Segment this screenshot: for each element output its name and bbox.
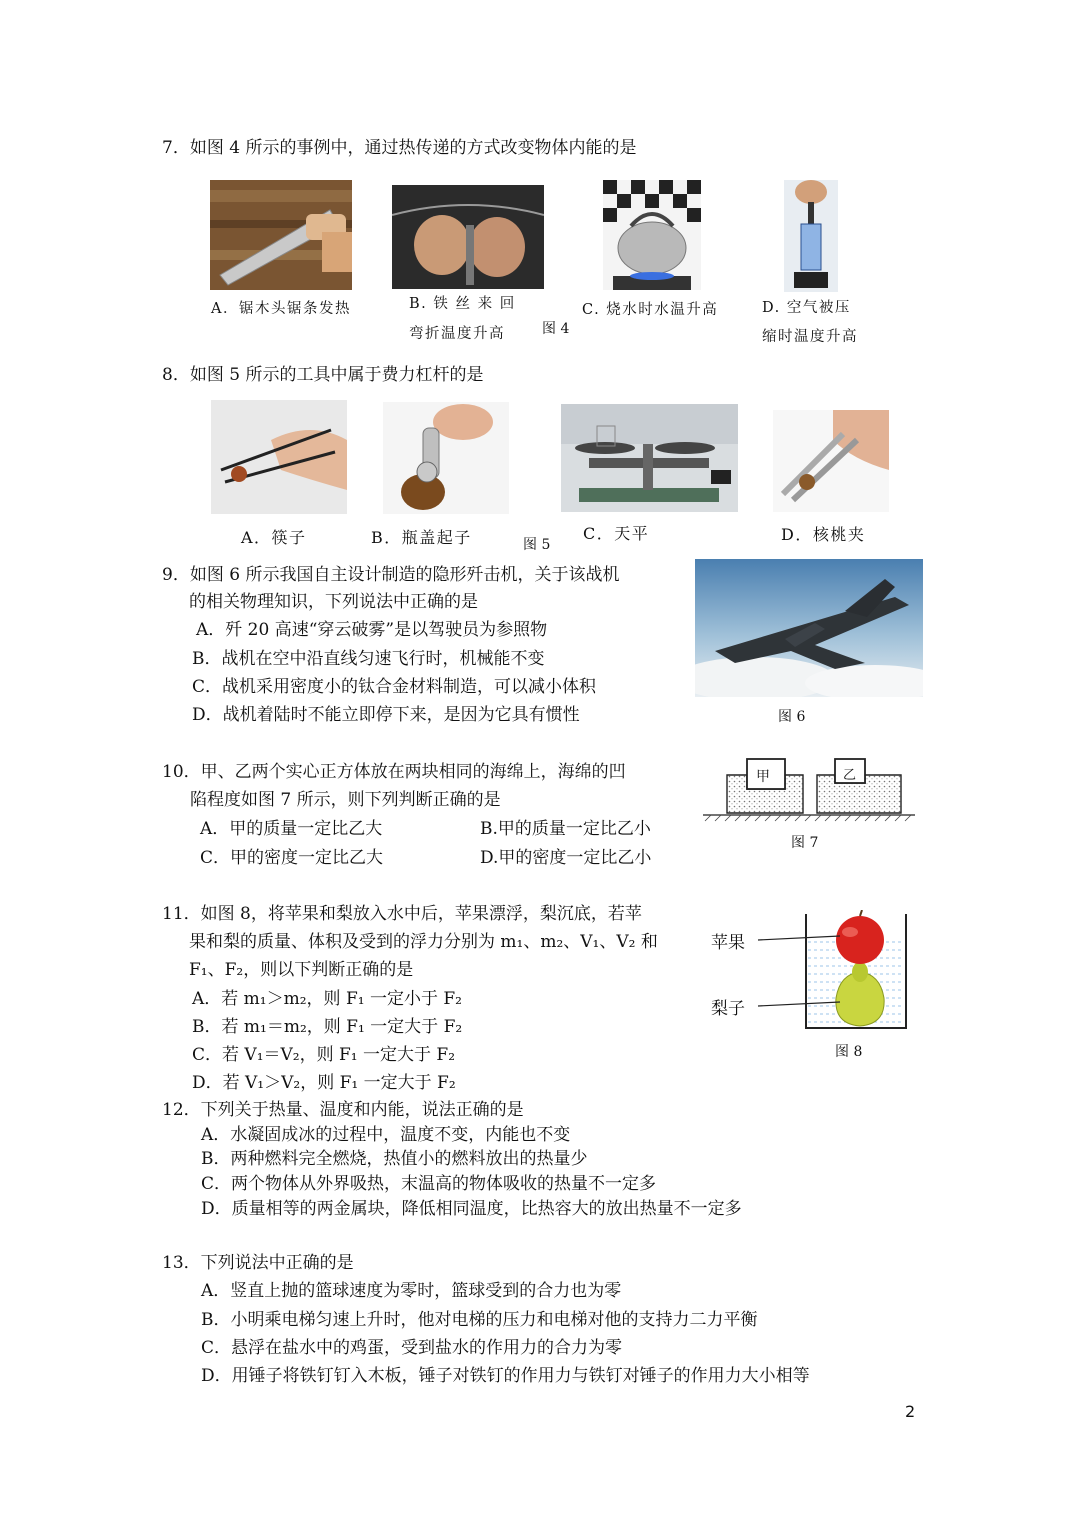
q9-stem-1: 9．如图 6 所示我国自主设计制造的隐形歼击机，关于该战机 (162, 565, 620, 585)
q13-option-b: B．小明乘电梯匀速上升时，他对电梯的压力和电梯对他的支持力二力平衡 (201, 1310, 758, 1330)
figure-4-label: 图 4 (542, 321, 570, 337)
balance-scale-photo (561, 404, 738, 512)
q8-caption-a: A．筷子 (241, 528, 307, 547)
q10-stem-1: 10．甲、乙两个实心正方体放在两块相同的海绵上，海绵的凹 (162, 762, 626, 782)
q10-stem-2: 陷程度如图 7 所示，则下列判断正确的是 (190, 790, 501, 810)
q9-option-d: D．战机着陆时不能立即停下来，是因为它具有惯性 (192, 705, 580, 725)
q9-option-b: B．战机在空中沿直线匀速飞行时，机械能不变 (192, 649, 545, 669)
q13-option-d: D．用锤子将铁钉钉入木板，锤子对铁钉的作用力与铁钉对锤子的作用力大小相等 (201, 1366, 810, 1386)
q11-stem-3: F₁、F₂，则以下判断正确的是 (189, 960, 414, 980)
apple-label: 苹果 (711, 933, 745, 953)
chopsticks-photo (211, 400, 347, 514)
q7-caption-b1: B. 铁 丝 来 回 (409, 296, 516, 312)
pear-label: 梨子 (711, 999, 745, 1019)
q10-option-d: D.甲的密度一定比乙小 (480, 848, 652, 868)
q8-caption-c: C．天平 (583, 524, 650, 543)
cube-yi-label: 乙 (843, 768, 857, 783)
q10-option-c: C．甲的密度一定比乙大 (200, 848, 384, 868)
page-number: 2 (905, 1402, 916, 1421)
q12-option-c: C．两个物体从外界吸热，末温高的物体吸收的热量不一定多 (201, 1174, 657, 1194)
q12-stem: 12．下列关于热量、温度和内能，说法正确的是 (162, 1100, 524, 1120)
q9-option-a: A．歼 20 高速“穿云破雾”是以驾驶员为参照物 (196, 620, 548, 640)
q8-caption-d: D．核桃夹 (781, 525, 866, 544)
q8-stem: 8．如图 5 所示的工具中属于费力杠杆的是 (162, 365, 484, 385)
saw-wood-photo (210, 180, 352, 290)
q7-caption-d1: D. 空气被压 (762, 300, 851, 316)
air-pump-photo (784, 180, 838, 292)
bottle-opener-photo (383, 402, 509, 514)
nutcracker-photo (773, 410, 889, 512)
stealth-fighter-photo (695, 559, 923, 697)
q13-option-a: A．竖直上抛的篮球速度为零时，篮球受到的合力也为零 (201, 1281, 622, 1301)
q11-option-b: B．若 m₁＝m₂，则 F₁ 一定大于 F₂ (192, 1017, 463, 1037)
q9-stem-2: 的相关物理知识，下列说法中正确的是 (189, 592, 478, 612)
cube-jia-label: 甲 (756, 769, 770, 785)
figure-6-label: 图 6 (778, 709, 806, 725)
q10-option-a: A．甲的质量一定比乙大 (200, 819, 383, 839)
q13-option-c: C．悬浮在盐水中的鸡蛋，受到盐水的作用力的合力为零 (201, 1338, 623, 1358)
figure-5-label: 图 5 (523, 537, 551, 553)
q11-stem-1: 11．如图 8，将苹果和梨放入水中后，苹果漂浮，梨沉底，若苹 (162, 904, 642, 924)
q11-option-d: D．若 V₁＞V₂，则 F₁ 一定大于 F₂ (192, 1073, 456, 1093)
q7-caption-c: C. 烧水时水温升高 (582, 302, 719, 318)
q12-option-b: B．两种燃料完全燃烧，热值小的燃料放出的热量少 (201, 1149, 588, 1169)
q12-option-d: D．质量相等的两金属块，降低相同温度，比热容大的放出热量不一定多 (201, 1199, 742, 1219)
figure-7-label: 图 7 (791, 835, 819, 851)
q7-caption-d2: 缩时温度升高 (762, 329, 858, 345)
q13-stem: 13．下列说法中正确的是 (162, 1253, 354, 1273)
q7-caption-a: A．锯木头锯条发热 (211, 301, 351, 317)
q10-option-b: B.甲的质量一定比乙小 (480, 819, 651, 839)
figure-8-label: 图 8 (835, 1044, 863, 1060)
q7-stem: 7．如图 4 所示的事例中，通过热传递的方式改变物体内能的是 (162, 138, 637, 158)
q9-option-c: C．战机采用密度小的钛合金材料制造，可以减小体积 (192, 677, 597, 697)
q11-stem-2: 果和梨的质量、体积及受到的浮力分别为 m₁、m₂、V₁、V₂ 和 (189, 932, 658, 952)
sponge-cubes-diagram (703, 755, 915, 827)
q11-option-c: C．若 V₁＝V₂，则 F₁ 一定大于 F₂ (192, 1045, 456, 1065)
bend-wire-photo (392, 185, 544, 289)
q12-option-a: A．水凝固成冰的过程中，温度不变，内能也不变 (201, 1125, 571, 1145)
q8-caption-b: B．瓶盖起子 (371, 528, 472, 547)
kettle-photo (603, 180, 701, 290)
q7-caption-b2: 弯折温度升高 (409, 326, 505, 342)
q11-option-a: A．若 m₁＞m₂，则 F₁ 一定小于 F₂ (192, 989, 462, 1009)
